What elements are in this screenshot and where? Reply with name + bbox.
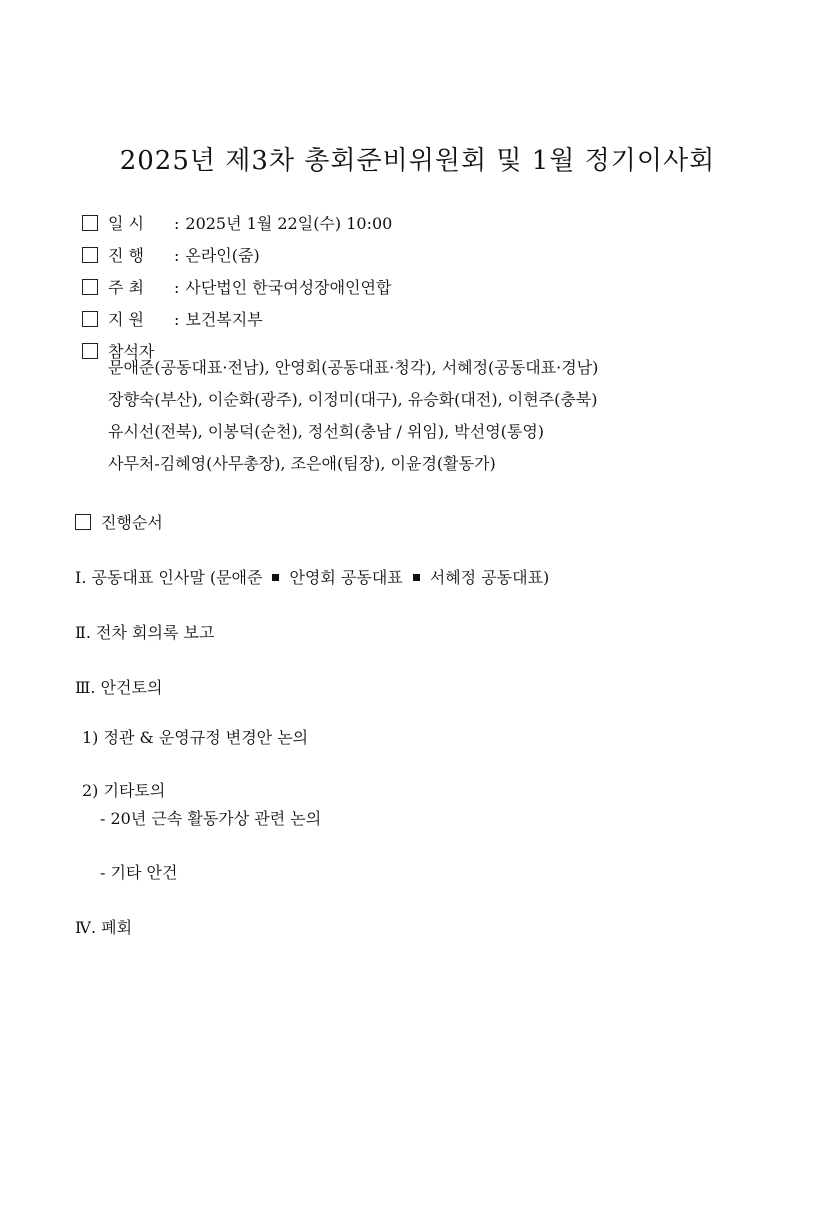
agenda-subitem-2: 2) 기타토의	[82, 781, 166, 800]
info-label: 주 최	[108, 278, 144, 297]
agenda-subitem-2a: - 20년 근속 활동가상 관련 논의	[100, 809, 322, 828]
attendee-line: 유시선(전북), 이봉덕(순천), 정선희(충남 / 위임), 박선영(통영)	[108, 422, 545, 441]
info-label: 진 행	[108, 246, 144, 265]
info-label: 지 원	[108, 310, 144, 329]
meeting-info	[82, 210, 392, 370]
checkbox-icon	[82, 343, 98, 359]
agenda-item-1: Ⅰ. 공동대표 인사말 (문애준 안영회 공동대표 서혜정 공동대표)	[75, 568, 550, 587]
info-row-host: 주 최 : 사단법인 한국여성장애인연합	[82, 274, 392, 306]
checkbox-icon	[82, 247, 98, 263]
info-value: 2025년 1월 22일(수) 10:00	[185, 214, 393, 233]
info-value: 보건복지부	[185, 310, 263, 329]
attendee-list	[108, 352, 598, 480]
document-title: 2025년 제3차 총회준비위원회 및 1월 정기이사회	[119, 146, 716, 176]
attendee-line: 문애준(공동대표·전남), 안영회(공동대표·청각), 서혜정(공동대표·경남)	[108, 358, 599, 377]
attendee-line: 사무처-김혜영(사무총장), 조은애(팀장), 이윤경(활동가)	[108, 454, 496, 473]
info-row-support: 지 원 : 보건복지부	[82, 306, 392, 338]
agenda-item-2: Ⅱ. 전차 회의록 보고	[75, 623, 215, 642]
info-row-method: 진 행 : 온라인(줌)	[82, 242, 392, 274]
checkbox-icon	[82, 311, 98, 327]
info-label: 일 시	[108, 214, 144, 233]
agenda-header: 진행순서	[75, 510, 163, 533]
square-bullet-icon	[413, 574, 420, 581]
info-value: 온라인(줌)	[185, 246, 260, 265]
info-label: 참석자	[108, 342, 155, 361]
checkbox-icon	[82, 279, 98, 295]
agenda-item-4: Ⅳ. 폐회	[75, 918, 133, 937]
agenda-item-3: Ⅲ. 안건토의	[75, 678, 163, 697]
checkbox-icon	[75, 514, 91, 530]
agenda-subitem-2b: - 기타 안건	[100, 863, 178, 882]
info-value: 사단법인 한국여성장애인연합	[185, 278, 392, 297]
info-row-datetime: 일 시 : 2025년 1월 22일(수) 10:00	[82, 210, 392, 242]
agenda-subitem-1: 1) 정관 & 운영규정 변경안 논의	[82, 728, 309, 747]
checkbox-icon	[82, 215, 98, 231]
attendee-line: 장향숙(부산), 이순화(광주), 이정미(대구), 유승화(대전), 이현주(충북)	[108, 390, 598, 409]
square-bullet-icon	[272, 574, 279, 581]
